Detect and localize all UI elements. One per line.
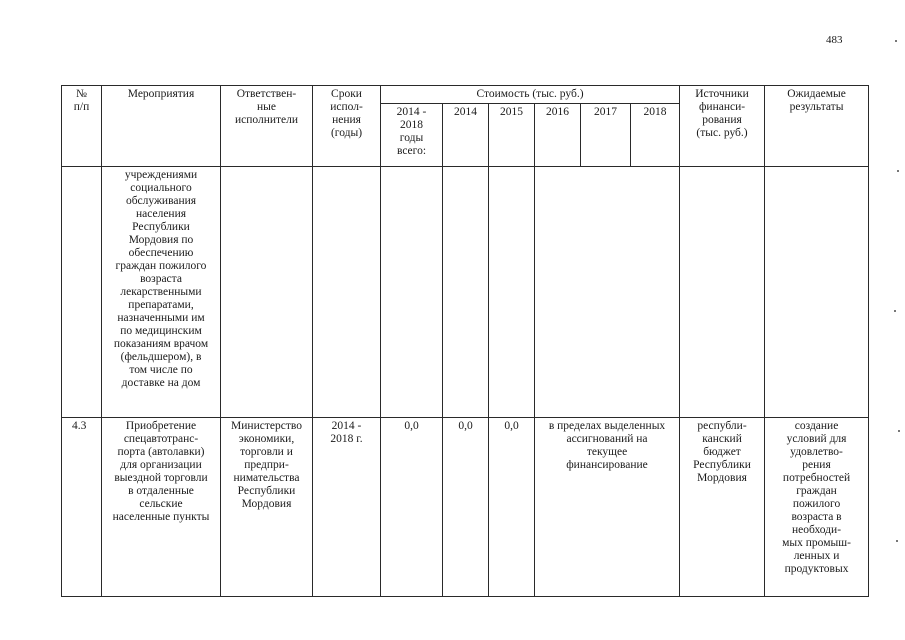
cell-empty	[221, 167, 313, 418]
header-sources: Источники финанси- рования (тыс. руб.)	[680, 86, 765, 167]
header-year-2018: 2018	[631, 104, 680, 167]
cell-cost-total: 0,0	[381, 418, 443, 597]
header-terms: Сроки испол- нения (годы)	[313, 86, 381, 167]
cell-num-empty	[62, 167, 102, 418]
header-results: Ожидаемые результаты	[765, 86, 869, 167]
cell-empty	[443, 167, 489, 418]
cell-cost-2014: 0,0	[443, 418, 489, 597]
cell-sources: республи- канский бюджет Республики Мордовия	[680, 418, 765, 597]
cell-num: 4.3	[62, 418, 102, 597]
header-year-2016: 2016	[535, 104, 581, 167]
header-row-1	[62, 86, 869, 104]
cell-cost-merged-note: в пределах выделенных ассигнований на текущее финансирование	[535, 418, 680, 597]
measures-table	[61, 85, 869, 597]
header-cost-total: 2014 - 2018 годы всего:	[381, 104, 443, 167]
cell-empty	[313, 167, 381, 418]
header-year-2014: 2014	[443, 104, 489, 167]
cell-empty	[489, 167, 535, 418]
header-cost-group: Стоимость (тыс. руб.)	[381, 86, 680, 104]
table-row-continuation	[62, 167, 869, 418]
page-number: 483	[826, 34, 843, 46]
cell-results: создание условий для удовлетво- рения потребностей граждан пожилого возраста в необходи- мых промыш- ленных и продуктовых	[765, 418, 869, 597]
cell-empty-merged	[535, 167, 680, 418]
cell-empty	[381, 167, 443, 418]
cell-terms: 2014 - 2018 г.	[313, 418, 381, 597]
cell-measure: Приобретение спецавтотранс- порта (автолавки) для организации выездной торговли в отдаленные сельские населенные пункты	[102, 418, 221, 597]
header-num: № п/п	[62, 86, 102, 167]
cell-empty	[680, 167, 765, 418]
table-row-4-3	[62, 418, 869, 597]
header-measures: Мероприятия	[102, 86, 221, 167]
cell-responsible: Министерство экономики, торговли и предпри- нимательства Республики Мордовия	[221, 418, 313, 597]
scan-artifacts	[893, 20, 903, 620]
cell-measure-continuation: учреждениями социального обслуживания населения Республики Мордовия по обеспечению граждан пожилого возраста лекарственными препаратами, назначенными им по медицинским показаниям врачом (фельдшером), в том числе по доставке на дом	[102, 167, 221, 418]
cell-cost-2015: 0,0	[489, 418, 535, 597]
header-responsible: Ответствен- ные исполнители	[221, 86, 313, 167]
header-year-2015: 2015	[489, 104, 535, 167]
cell-empty	[765, 167, 869, 418]
header-year-2017: 2017	[581, 104, 631, 167]
